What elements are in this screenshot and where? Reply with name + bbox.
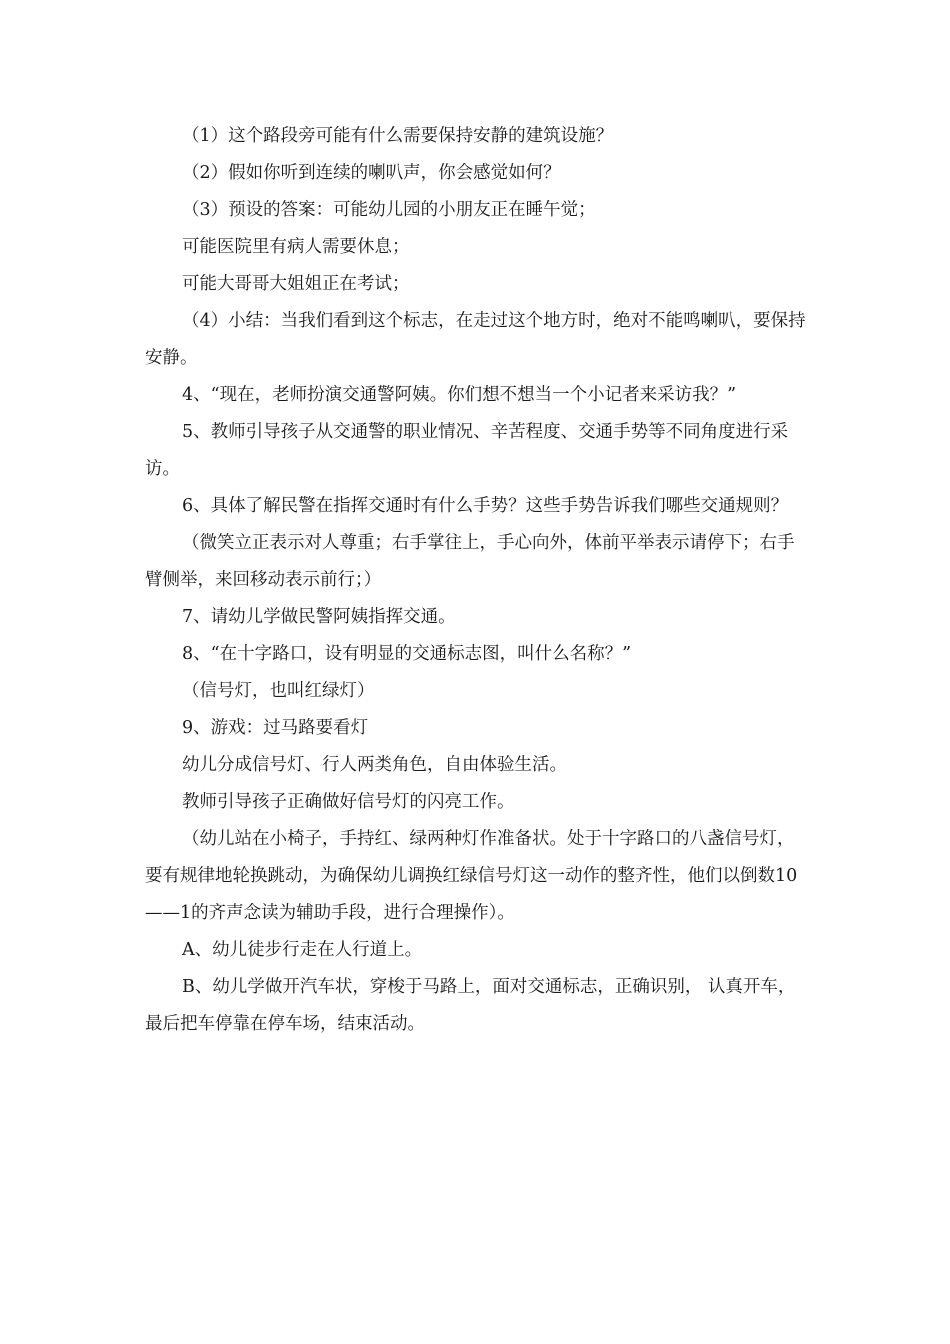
paragraph-summary-4: （4）小结：当我们看到这个标志，在走过这个地方时，绝对不能鸣喇叭，要保持安静。 — [145, 311, 806, 368]
paragraph-roles: 幼儿分成信号灯、行人两类角色，自由体验生活。 — [182, 755, 567, 775]
paragraph-step-9: 9、游戏：过马路要看灯 — [182, 718, 369, 738]
paragraph-question-2: （2）假如你听到连续的喇叭声，你会感觉如何？ — [182, 163, 561, 183]
paragraph-item-b: B、幼儿学做开汽车状，穿梭于马路上，面对交通标志，正确识别， 认真开车，最后把车停靠在停车场，结束活动。 — [145, 977, 796, 1034]
paragraph-gestures-note: （微笑立正表示对人尊重；右手掌往上，手心向外，体前平举表示请停下；右手臂侧举，来回移动表示前行；） — [145, 533, 795, 590]
paragraph-answer-hospital: 可能医院里有病人需要休息； — [182, 237, 410, 257]
paragraph-question-1: （1）这个路段旁可能有什么需要保持安静的建筑设施？ — [182, 126, 614, 146]
document-body — [145, 118, 810, 1043]
paragraph-game-detail: （幼儿站在小椅子，手持红、绿两种灯作准备状。处于十字路口的八盏信号灯，要有规律地轮换跳动，为确保幼儿调换红绿信号灯这一动作的整齐性，他们以倒数10——1的齐声念读为辅助手段，进行合理操作）。 — [145, 829, 798, 923]
paragraph-signal-light-note: （信号灯，也叫红绿灯） — [182, 681, 375, 701]
paragraph-answer-exam: 可能大哥哥大姐姐正在考试； — [182, 274, 410, 294]
paragraph-step-7: 7、请幼儿学做民警阿姨指挥交通。 — [182, 607, 456, 627]
paragraph-step-5: 5、教师引导孩子从交通警的职业情况、辛苦程度、交通手势等不同角度进行采访。 — [145, 422, 789, 479]
paragraph-step-4: 4、“现在，老师扮演交通警阿姨。你们想不想当一个小记者来采访我？” — [182, 385, 737, 405]
paragraph-step-8: 8、“在十字路口，设有明显的交通标志图，叫什么名称？” — [182, 644, 632, 664]
paragraph-answer-3: （3）预设的答案：可能幼儿园的小朋友正在睡午觉； — [182, 200, 596, 220]
paragraph-item-a: A、幼儿徒步行走在人行道上。 — [182, 940, 423, 960]
paragraph-step-6: 6、具体了解民警在指挥交通时有什么手势？这些手势告诉我们哪些交通规则？ — [182, 496, 789, 516]
paragraph-teacher-guide: 教师引导孩子正确做好信号灯的闪亮工作。 — [182, 792, 515, 812]
